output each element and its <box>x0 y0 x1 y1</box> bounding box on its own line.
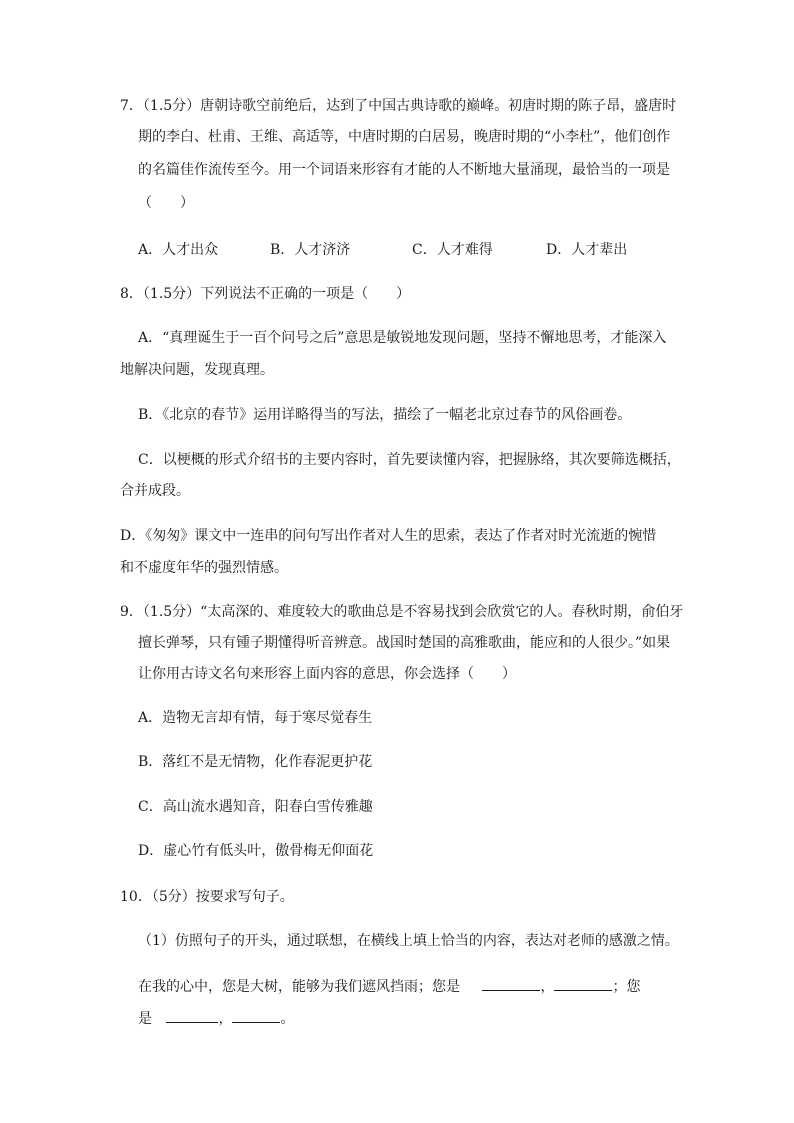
fill-blank-3[interactable] <box>166 1008 218 1023</box>
q9-option-a: A．造物无言却有情，每于寒尽觉春生 <box>138 710 373 726</box>
q8-option-b: B．《北京的春节》运用详略得当的写法，描绘了一幅老北京过春节的风俗画卷。 <box>138 407 632 423</box>
q9-option-c: C．高山流水遇知音，阳春白雪传雅趣 <box>138 799 373 815</box>
example-text-2: 是 <box>138 1011 152 1027</box>
q10-stem: 10．（5分）按要求写句子。 <box>120 889 294 905</box>
semicolon-you: ；您 <box>612 979 641 995</box>
comma: ， <box>540 979 555 995</box>
q7-option-c: C．人才难得 <box>412 242 493 258</box>
q9-line-1: 9．（1.5分）“太高深的、难度较大的歌曲总是不容易找到会欣赏它的人。春秋时期，俞伯牙 <box>120 604 684 620</box>
q8-option-d-line-1: D．《匆匆》课文中一连串的问句写出作者对人生的思索，表达了作者对时光流逝的惋惜 <box>120 528 657 544</box>
q7-line-1: 7．（1.5分）唐朝诗歌空前绝后，达到了中国古典诗歌的巅峰。初唐时期的陈子昂，盛唐时 <box>120 98 677 114</box>
q10-example-line-2 <box>138 1008 294 1029</box>
q9-line-2: 擅长弹琴，只有锺子期懂得听音辨意。战国时楚国的高雅歌曲，能应和的人很少。”如果 <box>138 635 671 651</box>
q8-option-a-line-1: A．“真理诞生于一百个问号之后”意思是敏锐地发现问题，坚持不懈地思考，才能深入 <box>138 330 667 346</box>
comma-2: ， <box>218 1011 233 1027</box>
q7-option-b: B．人才济济 <box>270 242 351 258</box>
fill-blank-4[interactable] <box>232 1008 280 1023</box>
q9-option-d: D．虚心竹有低头叶，傲骨梅无仰面花 <box>138 843 374 859</box>
q7-answer-paren: （ ） <box>138 195 194 211</box>
q8-stem: 8．（1.5分）下列说法不正确的一项是（ ） <box>120 286 411 302</box>
fill-blank-2[interactable] <box>554 976 612 991</box>
period: 。 <box>280 1011 295 1027</box>
example-text: 在我的心中，您是大树，能够为我们遮风挡雨；您是 <box>138 979 460 995</box>
q8-option-d-line-2: 和不虚度年华的强烈情感。 <box>120 560 288 576</box>
q10-sub-1: （1）仿照句子的开头，通过联想，在横线上填上恰当的内容，表达对老师的感激之情。 <box>138 933 679 949</box>
q9-line-3: 让你用古诗文名句来形容上面内容的意思，你会选择（ ） <box>138 666 516 682</box>
q8-option-c-line-2: 合并成段。 <box>120 483 190 499</box>
q8-option-a-line-2: 地解决问题，发现真理。 <box>120 362 274 378</box>
q7-option-a: A．人才出众 <box>138 242 219 258</box>
q10-example-line-1 <box>138 976 640 997</box>
fill-blank-1[interactable] <box>482 976 540 991</box>
q8-option-c-line-1: C．以梗概的形式介绍书的主要内容时，首先要读懂内容，把握脉络，其次要筛选概括， <box>138 452 681 468</box>
q7-option-d: D．人才辈出 <box>546 242 628 258</box>
q9-option-b: B．落红不是无情物，化作春泥更护花 <box>138 754 373 770</box>
q7-line-2: 期的李白、杜甫、王维、高适等，中唐时期的白居易，晚唐时期的“小李杜”，他们创作 <box>138 129 671 145</box>
q7-line-3: 的名篇佳作流传至今。用一个词语来形容有才能的人不断地大量涌现，最恰当的一项是 <box>138 162 670 178</box>
